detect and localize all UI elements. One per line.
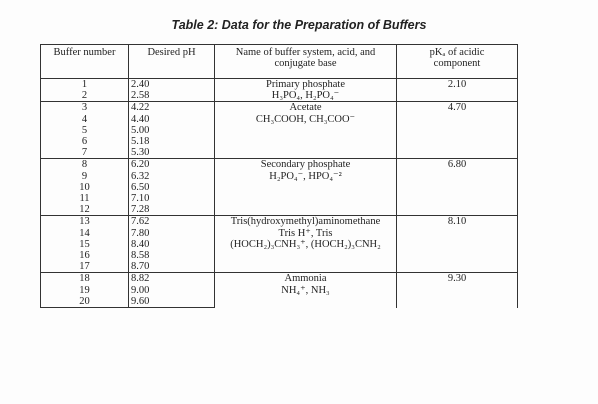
desired-ph-cell: 9.00 (129, 285, 215, 296)
buffer-number-cell: 4 (41, 114, 129, 125)
table-row (41, 102, 518, 114)
desired-ph-cell: 7.10 (129, 193, 215, 204)
table-row (41, 216, 518, 228)
buffer-number-cell: 18 (41, 273, 129, 285)
buffer-number-cell: 2 (41, 90, 129, 102)
buffer-number-cell: 10 (41, 182, 129, 193)
buffer-table (40, 44, 518, 308)
buffer-system-cell (215, 102, 397, 159)
desired-ph-cell: 7.62 (129, 216, 215, 228)
buffer-system-line: NH₄⁺, NH₃ (281, 284, 330, 296)
desired-ph-cell: 4.22 (129, 102, 215, 114)
pka-cell: 4.70 (397, 102, 518, 159)
buffer-system-line: H₂PO₄⁻, HPO₄⁻² (269, 170, 342, 182)
buffer-system-cell (215, 273, 397, 308)
pka-cell: 9.30 (397, 273, 518, 308)
desired-ph-cell: 8.82 (129, 273, 215, 285)
header-buffer-system: Name of buffer system, acid, and conjugate base (215, 45, 397, 79)
buffer-system-line: Tris H⁺, Tris (278, 227, 333, 239)
buffer-system-line: Ammonia (284, 273, 327, 285)
table-row (41, 273, 518, 285)
buffer-system-cell (215, 79, 397, 102)
header-buffer-number: Buffer number (41, 45, 129, 79)
desired-ph-cell: 6.50 (129, 182, 215, 193)
desired-ph-cell: 8.70 (129, 261, 215, 273)
desired-ph-cell: 2.40 (129, 79, 215, 91)
buffer-number-cell: 8 (41, 159, 129, 171)
table-body (41, 79, 518, 308)
buffer-number-cell: 12 (41, 204, 129, 216)
buffer-system-cell (215, 216, 397, 273)
buffer-system-line: Secondary phosphate (260, 159, 351, 171)
desired-ph-cell: 5.00 (129, 125, 215, 136)
desired-ph-cell: 9.60 (129, 296, 215, 308)
buffer-number-cell: 5 (41, 125, 129, 136)
header-row (41, 45, 518, 79)
buffer-system-line: Tris(hydroxymethyl)aminomethane (230, 216, 381, 228)
desired-ph-cell: 6.20 (129, 159, 215, 171)
desired-ph-cell: 4.40 (129, 114, 215, 125)
table-title: Table 2: Data for the Preparation of Buffers (171, 18, 427, 32)
buffer-number-cell: 13 (41, 216, 129, 228)
buffer-number-cell: 17 (41, 261, 129, 273)
buffer-number-cell: 11 (41, 193, 129, 204)
desired-ph-cell: 7.28 (129, 204, 215, 216)
buffer-number-cell: 14 (41, 228, 129, 239)
desired-ph-cell: 5.30 (129, 147, 215, 159)
pka-cell: 2.10 (397, 79, 518, 102)
buffer-system-line: Primary phosphate (265, 79, 346, 90)
pka-cell: 6.80 (397, 159, 518, 216)
table-row (41, 159, 518, 171)
buffer-number-cell: 19 (41, 285, 129, 296)
buffer-number-cell: 20 (41, 296, 129, 308)
pka-cell: 8.10 (397, 216, 518, 273)
header-desired-ph: Desired pH (129, 45, 215, 79)
buffer-number-cell: 1 (41, 79, 129, 91)
desired-ph-cell: 8.40 (129, 239, 215, 250)
buffer-system-cell (215, 159, 397, 216)
desired-ph-cell: 5.18 (129, 136, 215, 147)
buffer-number-cell: 15 (41, 239, 129, 250)
buffer-system-line: (HOCH₂)₃CNH₃⁺, (HOCH₂)₃CNH₂ (230, 238, 381, 250)
buffer-number-cell: 3 (41, 102, 129, 114)
buffer-number-cell: 16 (41, 250, 129, 261)
desired-ph-cell: 6.32 (129, 171, 215, 182)
table-row (41, 79, 518, 91)
buffer-system-line: CH₃COOH, CH₃COO⁻ (255, 113, 356, 125)
buffer-number-cell: 6 (41, 136, 129, 147)
buffer-number-cell: 9 (41, 171, 129, 182)
desired-ph-cell: 8.58 (129, 250, 215, 261)
desired-ph-cell: 7.80 (129, 228, 215, 239)
desired-ph-cell: 2.58 (129, 90, 215, 102)
buffer-system-line: Acetate (289, 102, 322, 114)
header-pka: pKₐ of acidic component (397, 45, 518, 79)
buffer-number-cell: 7 (41, 147, 129, 159)
buffer-system-line: H₃PO₄, H₂PO₄⁻ (271, 90, 340, 102)
